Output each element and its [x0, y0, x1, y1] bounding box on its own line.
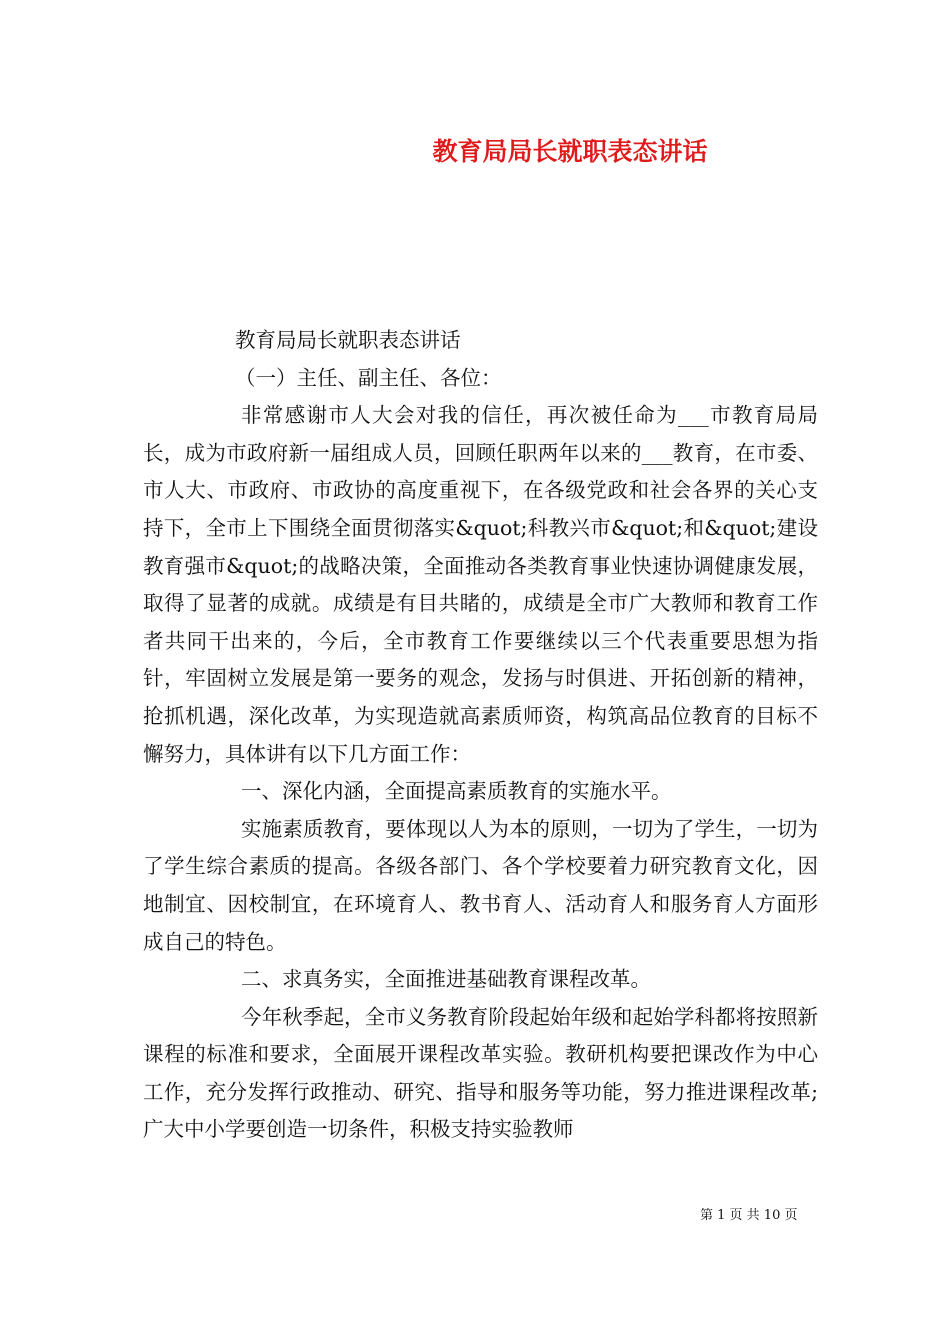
- paragraph-section-2: 今年秋季起，全市义务教育阶段起始年级和起始学科都将按照新课程的标准和要求，全面展开课程改革实验。教研机构要把课改作为中心工作，充分发挥行政推动、研究、指导和服务等功能，努力推进课程改革;广大中小学要创造一切条件，积极支持实验教师: [143, 1004, 818, 1142]
- section-heading-2: 二、求真务实，全面推进基础教育课程改革。: [241, 967, 651, 992]
- page-number: 第 1 页 共 10 页: [700, 1208, 798, 1223]
- salutation: （一）主任、副主任、各位：: [235, 365, 502, 390]
- paragraph-intro: 非常感谢市人大会对我的信任，再次被任命为___市教育局局长，成为市政府新一届组成人员，回顾任职两年以来的___教育，在市委、市人大、市政府、市政协的高度重视下，在各级党政和社会各界的关心支持下，全市上下围绕全面贯彻落实&quot;科教兴市&quot;和&quot;建设教育强市&quot;的战略决策，全面推动各类教育事业快速协调健康发展，取得了显著的成就。成绩是有目共睹的，成绩是全市广大教师和教育工作者共同干出来的，今后，全市教育工作要继续以三个代表重要思想为指针，牢固树立发展是第一要务的观念，发扬与时俱进、开拓创新的精神，抢抓机遇，深化改革，为实现造就高素质师资，构筑高品位教育的目标不懈努力，具体讲有以下几方面工作：: [143, 403, 818, 766]
- body-heading: 教育局局长就职表态讲话: [235, 328, 461, 352]
- document-body: [143, 322, 818, 1149]
- document-title: 教育局局长就职表态讲话: [432, 137, 708, 166]
- paragraph-section-1: 实施素质教育，要体现以人为本的原则，一切为了学生，一切为了学生综合素质的提高。各级各部门、各个学校要着力研究教育文化，因地制宜、因校制宜，在环境育人、教书育人、活动育人和服务育人方面形成自己的特色。: [143, 816, 818, 954]
- section-heading-1: 一、深化内涵，全面提高素质教育的实施水平。: [241, 779, 672, 804]
